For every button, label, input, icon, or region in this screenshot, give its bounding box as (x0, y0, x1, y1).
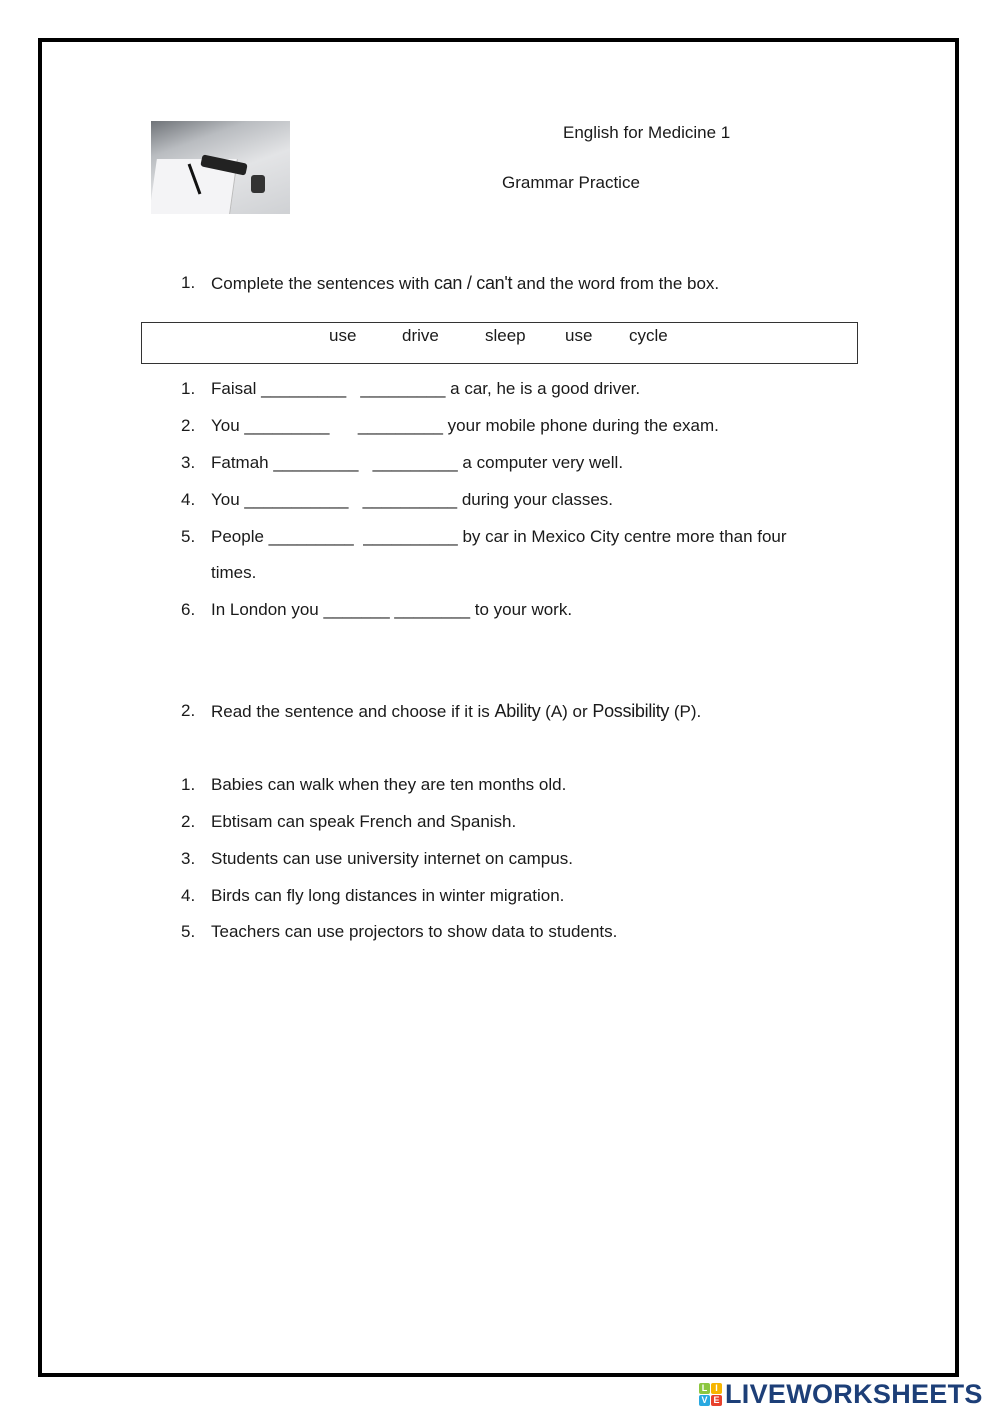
item-number: 2. (181, 812, 196, 831)
word-box-item: drive (402, 326, 439, 345)
item-text: You _________ _________ your mobile phone during the exam. (211, 416, 719, 435)
item-number: 1. (181, 379, 196, 398)
section-1-number: 1. (181, 273, 196, 292)
item-text: Students can use university internet on campus. (211, 849, 573, 868)
instruction-text: and the word from the box. (512, 274, 720, 293)
item-number: 3. (181, 849, 196, 868)
course-title: English for Medicine 1 (563, 123, 731, 142)
item-text: Faisal _________ _________ a car, he is a good driver. (211, 379, 641, 398)
word-box-item: cycle (629, 326, 668, 345)
item-number: 3. (181, 453, 196, 472)
worksheet-subtitle: Grammar Practice (502, 173, 640, 192)
word-box-item: use (565, 326, 593, 345)
item-text: In London you _______ ________ to your work. (211, 600, 573, 619)
item-number: 4. (181, 886, 196, 905)
item-text: Birds can fly long distances in winter migration. (211, 886, 565, 905)
section-2-instruction (211, 701, 701, 722)
word-box-item: use (329, 326, 357, 345)
instruction-text: (A) or (540, 702, 593, 721)
instruction-text: Complete the sentences with (211, 274, 435, 293)
instruction-can-cant: can / can't (434, 273, 513, 293)
instruction-text: Read the sentence and choose if it is (211, 702, 495, 721)
section-2-number: 2. (181, 701, 196, 720)
item-number: 4. (181, 490, 196, 509)
item-text: People _________ __________ by car in Mexico City centre more than four (211, 527, 787, 546)
section-1-instruction (211, 273, 719, 294)
item-text: Ebtisam can speak French and Spanish. (211, 812, 517, 831)
item-number: 5. (181, 527, 196, 546)
item-text: Teachers can use projectors to show data to students. (211, 922, 618, 941)
item-number: 2. (181, 416, 196, 435)
item-text: times. (211, 563, 257, 582)
item-text: Fatmah _________ _________ a computer very well. (211, 453, 624, 472)
word-box-item: sleep (485, 326, 526, 345)
logo-tiles-icon: L I V E (699, 1383, 722, 1406)
item-number: 6. (181, 600, 196, 619)
instruction-text: (P). (669, 702, 702, 721)
item-text: Babies can walk when they are ten months old. (211, 775, 567, 794)
desk-photo (151, 121, 290, 214)
item-number: 1. (181, 775, 196, 794)
ability-label: Ability (494, 701, 541, 721)
logo-text: LIVEWORKSHEETS (725, 1379, 983, 1409)
item-text: You ___________ __________ during your classes. (211, 490, 614, 509)
liveworksheets-logo (699, 1379, 983, 1410)
possibility-label: Possibility (592, 701, 670, 721)
item-number: 5. (181, 922, 196, 941)
